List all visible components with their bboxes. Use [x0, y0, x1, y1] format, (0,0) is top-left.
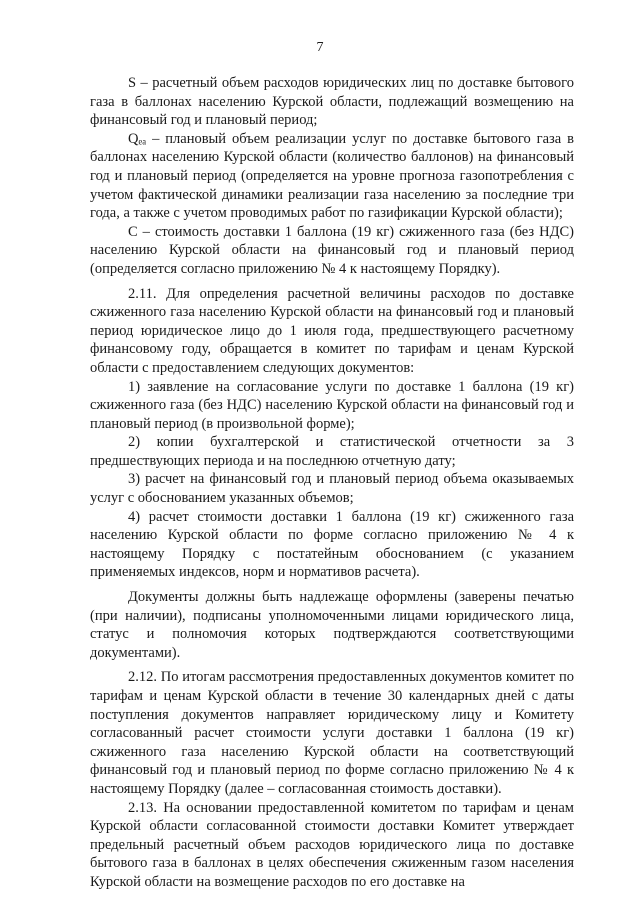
- list-item-1: 1) заявление на согласование услуги по доставке 1 баллона (19 кг) сжиженного газа (без НДС) населению Курской области на финансовый год и плановый период (в произвольной форме);: [90, 378, 574, 432]
- paragraph-c-definition: С – стоимость доставки 1 баллона (19 кг) сжиженного газа (без НДС) населению Курской области на финансовый год и плановый период (определяется согласно приложению № 4 к настоящему Порядку).: [90, 223, 574, 277]
- paragraph-2-11: 2.11. Для определения расчетной величины расходов по доставке сжиженного газа населению Курской области на финансовый год и плановый период юридическое лицо до 1 июля года, предшествующего расчетному финансовому году, обращается в комитет по тарифам и ценам Курской области с предоставлением следующих документов:: [90, 285, 574, 376]
- list-item-3: 3) расчет на финансовый год и плановый период объема оказываемых услуг с обоснованием указанных объемов;: [90, 471, 574, 507]
- paragraph-q-definition: Qₑₐ – плановый объем реализации услуг по доставке бытового газа в баллонах населению Курской области (количество баллонов) на финансовый год и плановый период (определяется на уровне прогноза газопотребления с учетом фактической динамики реализации газа населению за последние три года, а также с учетом проводимых работ по газификации Курской области);: [90, 130, 574, 222]
- list-item-4: 4) расчет стоимости доставки 1 баллона (19 кг) сжиженного газа населению Курской области по форме согласно приложению № 4 к настоящему Порядку с постатейным обоснованием (с указанием применяемых индексов, норм и нормативов расчета).: [90, 508, 574, 581]
- list-item-2: 2) копии бухгалтерской и статистической отчетности за 3 предшествующих периода и на последнюю отчетную дату;: [90, 434, 574, 469]
- paragraph-s-definition: S – расчетный объем расходов юридических лиц по доставке бытового газа в баллонах населению Курской области, подлежащий возмещению на финансовый год и плановый период;: [90, 75, 574, 129]
- paragraph-2-12: 2.12. По итогам рассмотрения предоставленных документов комитет по тарифам и ценам Курской области в течение 30 календарных дней с даты поступления документов направляет юридическому лицу и Комитету согласованный расчет стоимости услуги доставки 1 баллона (19 кг) сжиженного газа населению Курской области на соответствующий финансовый год и плановый период по форме согласно приложению № 4 к настоящему Порядку (далее – согласованная стоимость доставки).: [90, 669, 574, 797]
- paragraph-2-13: 2.13. На основании предоставленной комитетом по тарифам и ценам Курской области согласованной стоимости доставки Комитет утверждает предельный расчетный объем расходов юридического лица по доставке бытового газа в баллонах в целях обеспечения сжиженным газом населения Курской области на возмещение расходов по его доставке на: [90, 799, 574, 890]
- page-number: 7: [316, 40, 324, 55]
- paragraph-documents-requirements: Документы должны быть надлежаще оформлены (заверены печатью (при наличии), подписаны уполномоченными лицами юридического лица, статус и полномочия которых подтверждаются соответствующими документами).: [90, 589, 574, 661]
- document-body: [90, 74, 574, 892]
